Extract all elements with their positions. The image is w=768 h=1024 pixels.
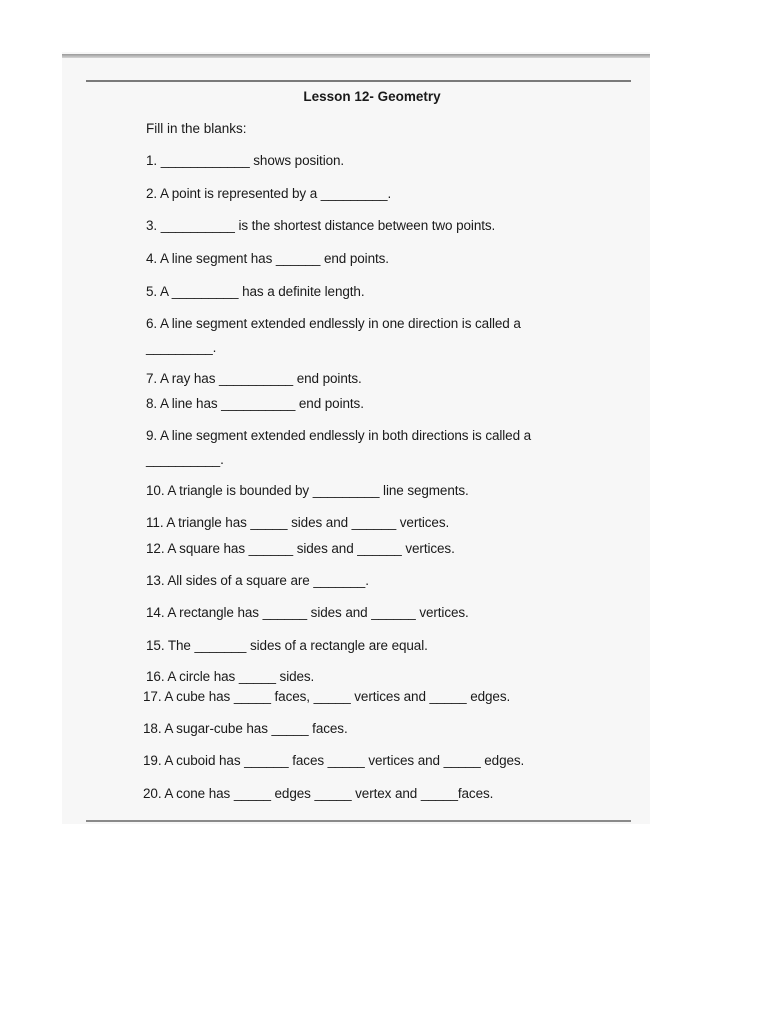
worksheet-title: Lesson 12- Geometry (303, 89, 441, 104)
question-17: 17. A cube has _____ faces, _____ vertices and _____ edges. (143, 689, 511, 704)
bottom-rule (86, 820, 631, 822)
question-16: 16. A circle has _____ sides. (146, 669, 315, 684)
question-6: 6. A line segment extended endlessly in one direction is called a (146, 316, 521, 331)
question-9-continuation: __________. (146, 452, 224, 467)
question-1: 1. ____________ shows position. (146, 153, 345, 168)
question-2: 2. A point is represented by a _________. (146, 186, 392, 201)
scan-edge (62, 54, 650, 58)
question-3: 3. __________ is the shortest distance between two points. (146, 218, 496, 233)
question-13: 13. All sides of a square are _______. (146, 573, 369, 588)
question-18: 18. A sugar-cube has _____ faces. (143, 721, 348, 736)
top-rule (86, 80, 631, 82)
question-8: 8. A line has __________ end points. (146, 396, 364, 411)
question-11: 11. A triangle has _____ sides and ______ vertices. (146, 515, 450, 530)
question-4: 4. A line segment has ______ end points. (146, 251, 389, 266)
question-20: 20. A cone has _____ edges _____ vertex and _____faces. (143, 786, 494, 801)
instruction-text: Fill in the blanks: (146, 121, 247, 136)
question-7: 7. A ray has __________ end points. (146, 371, 362, 386)
question-10: 10. A triangle is bounded by _________ line segments. (146, 483, 469, 498)
question-9: 9. A line segment extended endlessly in both directions is called a (146, 428, 532, 443)
question-6-continuation: _________. (146, 340, 217, 355)
question-14: 14. A rectangle has ______ sides and ______ vertices. (146, 605, 469, 620)
question-19: 19. A cuboid has ______ faces _____ vertices and _____ edges. (143, 753, 525, 768)
question-5: 5. A _________ has a definite length. (146, 284, 365, 299)
question-15: 15. The _______ sides of a rectangle are equal. (146, 638, 428, 653)
question-12: 12. A square has ______ sides and ______ vertices. (146, 541, 455, 556)
